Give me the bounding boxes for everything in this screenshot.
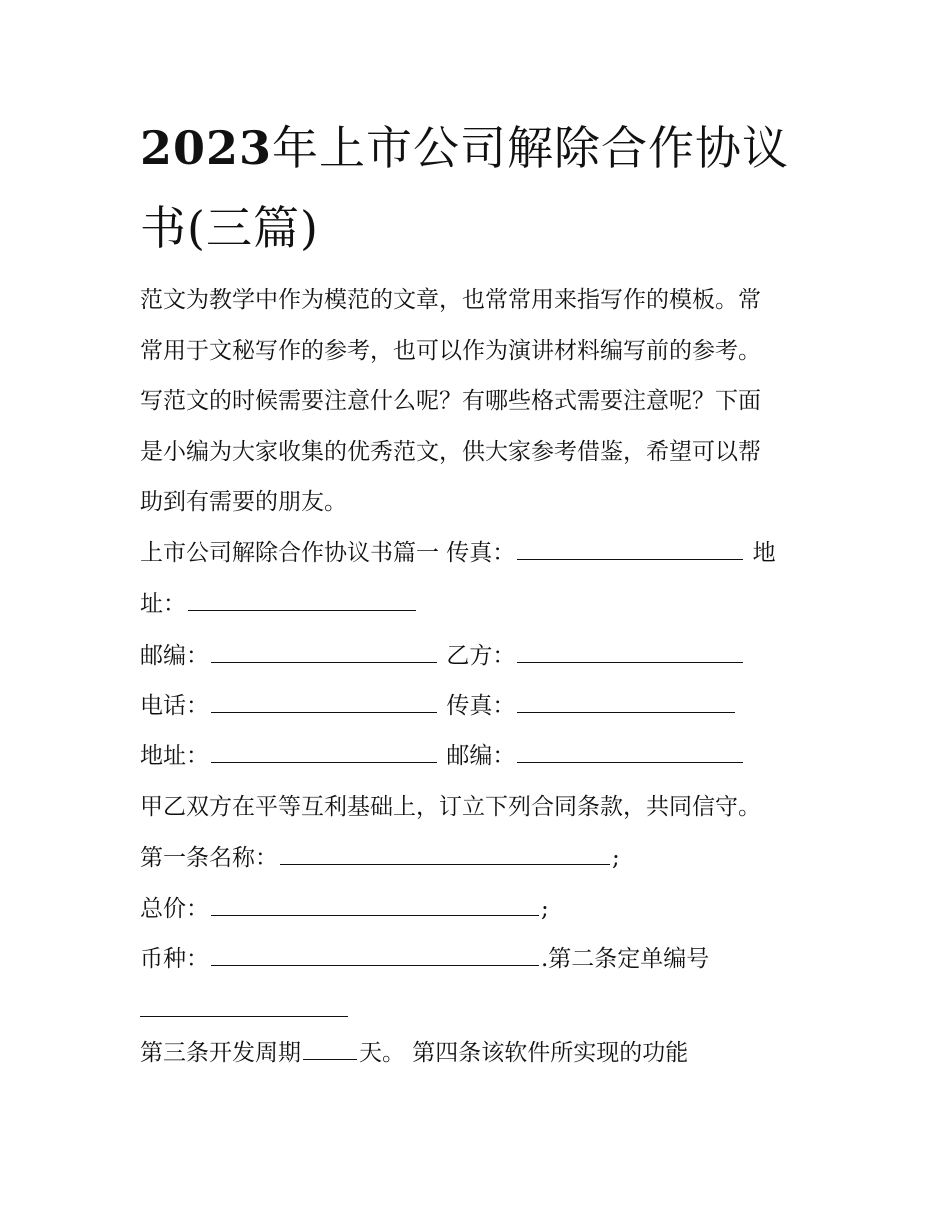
party-b-label: 乙方：	[446, 643, 516, 669]
intro-line-5: 助到有需要的朋友。	[140, 489, 347, 515]
intro-line-4: 是小编为大家收集的优秀范文，供大家参考借鉴，希望可以帮	[140, 438, 761, 465]
phone-fax-line	[140, 681, 737, 732]
document-title	[140, 108, 820, 268]
article1-blank	[280, 840, 610, 865]
semicolon-1: ;	[612, 845, 620, 871]
party-b-blank	[517, 638, 743, 663]
article3-suffix: 天。 第四条该软件所实现的功能	[359, 1040, 689, 1066]
section-heading-line	[140, 528, 776, 579]
intro-line-1: 范文为教学中作为模范的文章，也常常用来指写作的模板。常	[140, 287, 761, 313]
address-blank-2	[211, 738, 437, 763]
total-price-label: 总价：	[140, 896, 209, 922]
postcode-label: 邮编：	[140, 643, 209, 669]
intro-line-3: 写范文的时候需要注意什么呢？有哪些格式需要注意呢？下面	[140, 388, 761, 414]
address-label: 地址：	[140, 743, 209, 769]
article3-prefix: 第三条开发周期	[140, 1040, 301, 1066]
fax-blank-2	[517, 688, 735, 713]
total-price-blank	[211, 891, 539, 916]
order-number-blank	[140, 992, 348, 1017]
title-text: 年上市公司解除合作协议书(三篇)	[140, 121, 790, 255]
intro-line-2: 常用于文秘写作的参考，也可以作为演讲材料编写前的参考。	[140, 337, 761, 364]
postcode-party-line	[140, 631, 745, 682]
currency-blank	[211, 941, 539, 966]
section-heading: 上市公司解除合作协议书篇一 传真：	[140, 540, 516, 566]
article3-line	[140, 1028, 688, 1079]
semicolon-2: ;	[541, 896, 549, 922]
intro-paragraph	[140, 275, 820, 528]
title-year: 2023	[140, 121, 273, 175]
fax-blank-1	[517, 535, 743, 560]
total-price-line	[140, 884, 549, 935]
postcode-label-2: 邮编：	[446, 743, 516, 769]
address-line-1	[140, 579, 418, 630]
fax-label: 传真：	[446, 693, 516, 719]
period-blank	[303, 1035, 357, 1060]
postcode-blank-2	[517, 738, 743, 763]
article1-line	[140, 833, 620, 884]
address-label-start: 地	[752, 540, 776, 566]
currency-line	[140, 934, 709, 985]
article1-label: 第一条名称：	[140, 845, 278, 871]
currency-label: 币种：	[140, 946, 209, 972]
address-label-end: 址：	[140, 591, 186, 617]
phone-blank	[211, 688, 437, 713]
agreement-line	[140, 782, 761, 833]
address-postcode-line	[140, 731, 745, 782]
address-blank-1	[188, 586, 416, 611]
postcode-blank-1	[211, 638, 437, 663]
article2-text: .第二条定单编号	[541, 946, 710, 972]
phone-label: 电话：	[140, 693, 209, 719]
agreement-sentence: 甲乙双方在平等互利基础上，订立下列合同条款，共同信守。	[140, 794, 761, 820]
